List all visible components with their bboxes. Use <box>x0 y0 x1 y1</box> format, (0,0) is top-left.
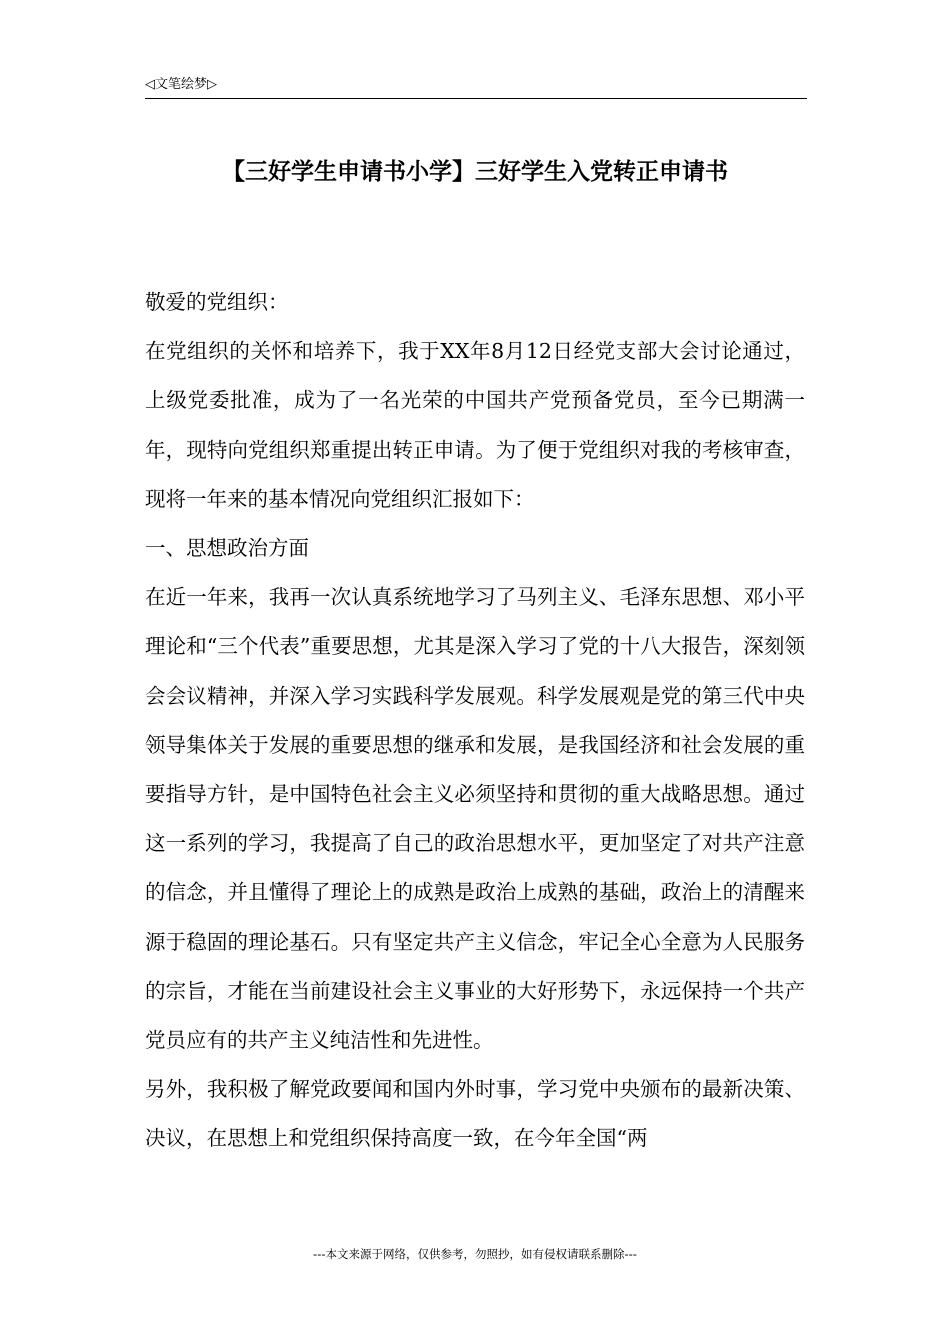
page-footer: ---本文来源于网络，仅供参考，勿照抄，如有侵权请联系删除--- <box>313 1247 637 1261</box>
paragraph-intro: 在党组织的关怀和培养下，我于XX年8月12日经党支部大会讨论通过，上级党委批准，成为了一名光荣的中国共产党预备党员，至今已期满一年，现特向党组织郑重提出转正申请。为了便于党组织对我的考核审查，现将一年来的基本情况向党组织汇报如下： <box>145 339 805 511</box>
page-header <box>145 76 807 99</box>
salutation: 敬爱的党组织： <box>145 290 289 314</box>
document-title: 【三好学生申请书小学】三好学生入党转正申请书 <box>222 159 728 185</box>
paragraph-current-affairs: 另外，我积极了解党政要闻和国内外时事，学习党中央颁布的最新决策、决议，在思想上和党组织保持高度一致，在今年全国“两 <box>145 1077 805 1151</box>
header-brand: ◁文笔绘梦▷ <box>145 77 217 92</box>
paragraph-study: 在近一年来，我再一次认真系统地学习了马列主义、毛泽东思想、邓小平理论和“三个代表”重要思想，尤其是深入学习了党的十八大报告，深刻领会会议精神，并深入学习实践科学发展观。科学发展观是党的第三代中央领导集体关于发展的重要思想的继承和发展，是我国经济和社会发展的重要指导方针，是中国特色社会主义必须坚持和贯彻的重大战略思想。通过这一系列的学习，我提高了自己的政治思想水平，更加坚定了对共产注意的信念，并且懂得了理论上的成熟是政治上成熟的基础，政治上的清醒来源于稳固的理论基石。只有坚定共产主义信念，牢记全心全意为人民服务的宗旨，才能在当前建设社会主义事业的大好形势下，永远保持一个共产党员应有的共产主义纯洁性和先进性。 <box>145 585 805 1053</box>
document-body <box>145 278 805 1164</box>
section-heading: 一、思想政治方面 <box>145 536 309 561</box>
